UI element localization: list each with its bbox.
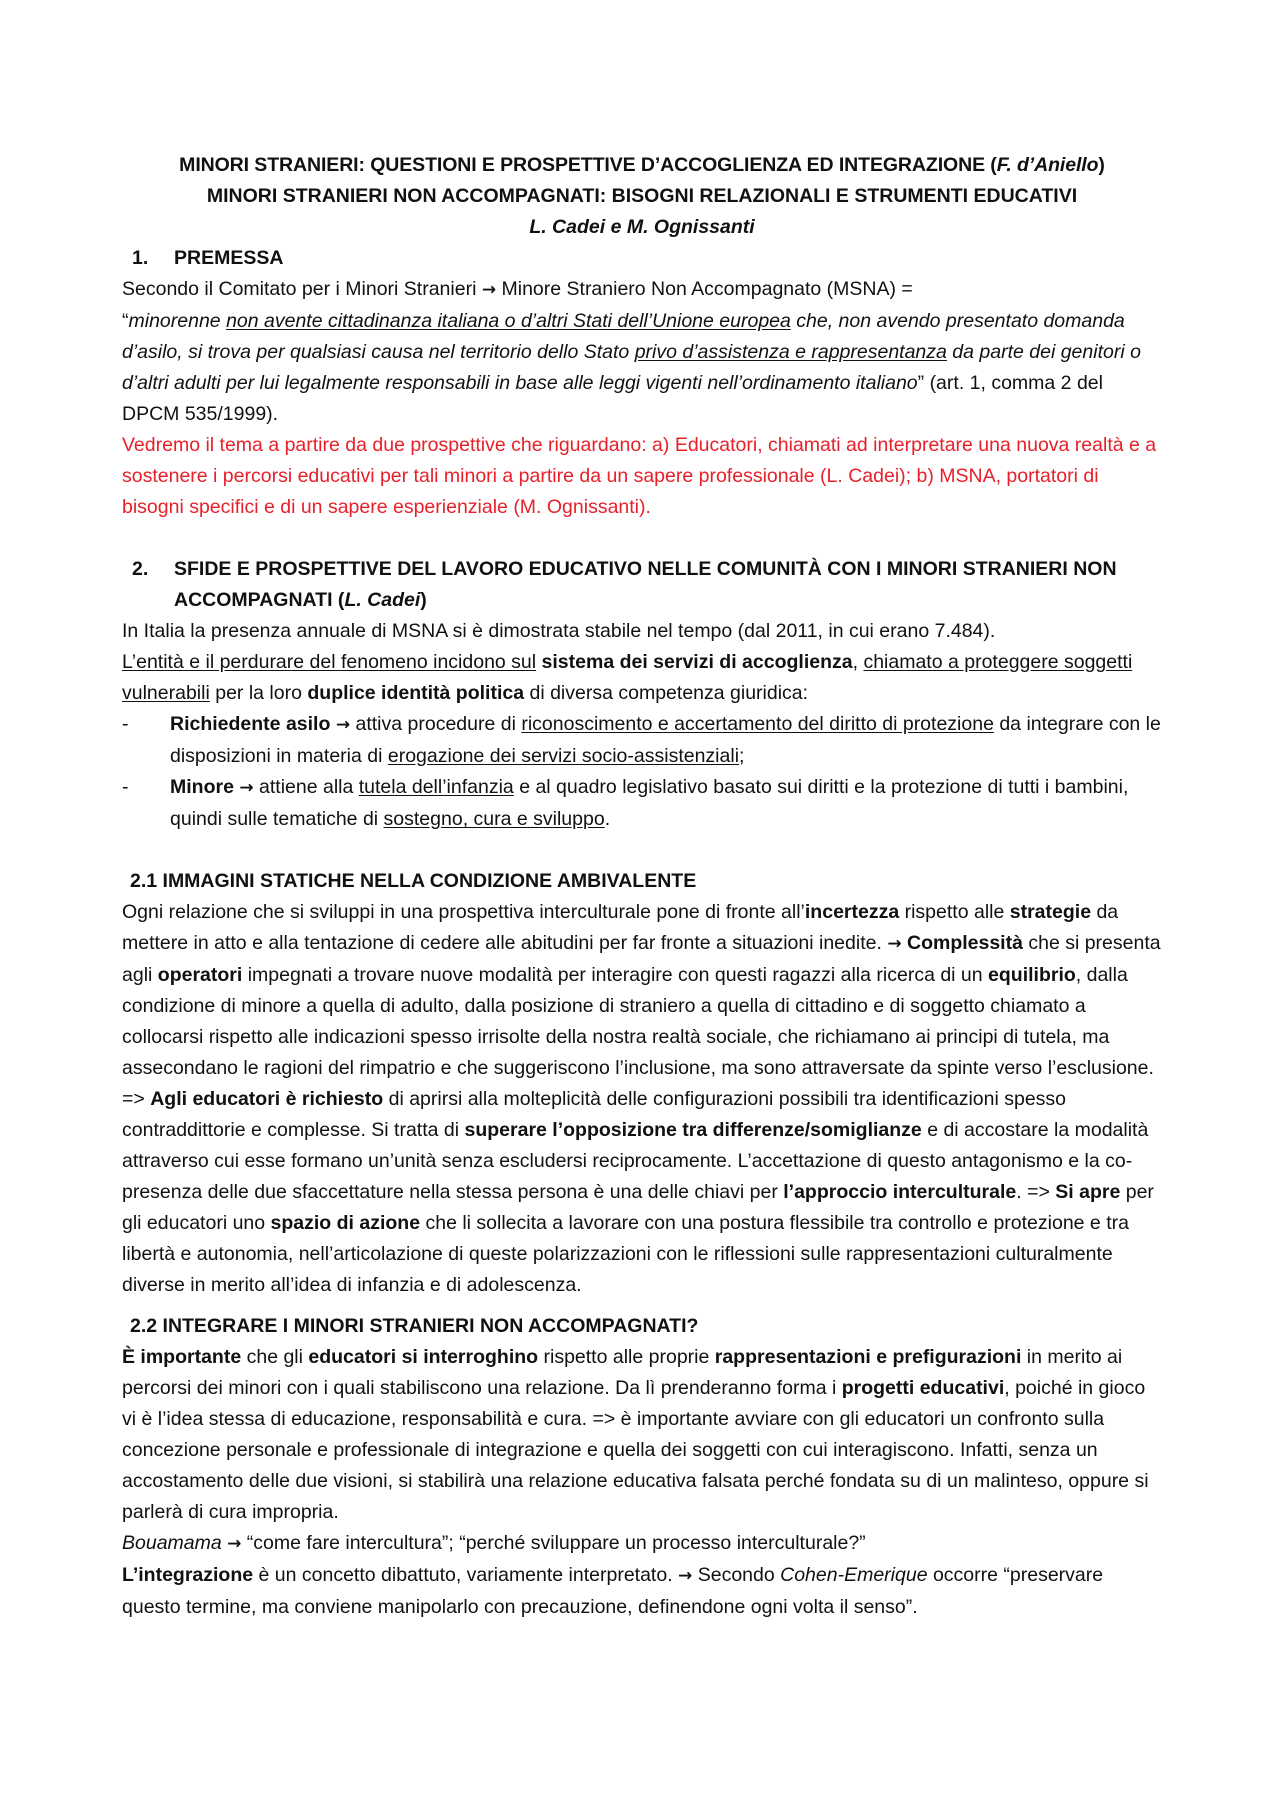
title-line-2: MINORI STRANIERI NON ACCOMPAGNATI: BISOGNI RELAZIONALI E STRUMENTI EDUCATIVI (206, 185, 1078, 207)
title-author: F. d’Aniello (996, 154, 1099, 176)
arrow-icon: → (887, 934, 902, 954)
section-2-2-paragraph: È importante che gli educatori si interroghino rispetto alle proprie rappresentazioni e prefigurazioni in merito ai percorsi dei minori con i quali stabiliscono una relazione. Da lì prenderanno forma i progetti educativi, poiché in gioco vi è l’idea stessa di educazione, responsabilità e cura. => è importante avviare con gli educatori un confronto sulla concezione personale e professionale di integrazione e quella dei soggetti con cui interagiscono. Infatti, senza un accostamento delle due visioni, si stabilirà una relazione educativa falsata perché fondata su di un malinteso, oppure si parlerà di cura impropria. (122, 1346, 1149, 1523)
arrow-icon: → (227, 1534, 242, 1554)
section-1-red-note: Vedremo il tema a partire da due prospettive che riguardano: a) Educatori, chiamati ad interpretare una nuova realtà e a sostenere i percorsi educativi per tali minori a partire da un sapere professionale (L. Cadei); b) MSNA, portatori di bisogni specifici e di un sapere esperienziale (M. Ognissanti). (122, 434, 1157, 518)
bouamama-line: Bouamama → “come fare intercultura”; “perché sviluppare un processo interculturale?” (122, 1532, 866, 1554)
section-2-1-heading: 2.1 IMMAGINI STATICHE NELLA CONDIZIONE AMBIVALENTE (130, 870, 697, 892)
integration-paragraph: L’integrazione è un concetto dibattuto, variamente interpretato. → Secondo Cohen-Emerique occorre “preservare questo termine, ma conviene manipolarlo con precauzione, definendone ogni volta il senso”. (122, 1564, 1104, 1618)
identity-list (122, 709, 1162, 835)
section-1-paragraph: Secondo il Comitato per i Minori Stranieri → Minore Straniero Non Accompagnato (MSNA) = “minorenne non avente cittadinanza italiana o d’altri Stati dell’Unione europea che, non avendo presentato domanda d’asilo, si trova per qualsiasi causa nel territorio dello Stato privo d’assistenza e rappresentanza da parte dei genitori o d’altri adulti per lui legalmente responsabili in base alle leggi vigenti nell’ordinamento italiano” (art. 1, comma 2 del DPCM 535/1999). (122, 278, 1141, 425)
section-2-heading: 2. SFIDE E PROSPETTIVE DEL LAVORO EDUCATIVO NELLE COMUNITÀ CON I MINORI STRANIERI NON ACCOMPAGNATI (L. Cadei) (132, 558, 1117, 611)
section-1-heading: 1. PREMESSA (132, 247, 284, 269)
list-item: - Minore → attiene alla tutela dell’infanzia e al quadro legislativo basato sui diritti e la protezione di tutti i bambini, quindi sulle tematiche di sostegno, cura e sviluppo. (122, 776, 1129, 830)
arrow-icon: → (335, 715, 351, 735)
arrow-icon: → (239, 778, 254, 798)
section-2-paragraph-1: In Italia la presenza annuale di MSNA si è dimostrata stabile nel tempo (dal 2011, in cui erano 7.484). (122, 620, 996, 642)
arrow-icon: → (481, 280, 497, 300)
section-2-paragraph-2: L’entità e il perdurare del fenomeno incidono sul sistema dei servizi di accoglienza, chiamato a proteggere soggetti vulnerabili per la loro duplice identità politica di diversa competenza giuridica: (122, 651, 1133, 704)
authors-line: L. Cadei e M. Ognissanti (529, 216, 755, 238)
arrow-icon: → (678, 1566, 693, 1586)
title-line-1: MINORI STRANIERI: QUESTIONI E PROSPETTIVE D’ACCOGLIENZA ED INTEGRAZIONE (F. d’Aniello) (179, 154, 1105, 176)
section-2-2-heading: 2.2 INTEGRARE I MINORI STRANIERI NON ACCOMPAGNATI? (130, 1315, 699, 1337)
section-2-1-paragraph: Ogni relazione che si sviluppi in una prospettiva interculturale pone di fronte all’incertezza rispetto alle strategie da mettere in atto e alla tentazione di cedere alle abitudini per far fronte a situazioni inedite. → Complessità che si presenta agli operatori impegnati a trovare nuove modalità per interagire con questi ragazzi alla ricerca di un equilibrio, dalla condizione di minore a quella di adulto, dalla posizione di straniero a quella di cittadino e di soggetto chiamato a collocarsi rispetto alle indicazioni spesso irrisolte della nostra realtà sociale, che richiamano ai principi di tutela, ma assecondano le ragioni del rimpatrio e che suggeriscono l’inclusione, ma sono attraversate da spinte verso l’esclusione. => Agli educatori è richiesto di aprirsi alla molteplicità delle configurazioni possibili tra identificazioni spesso contraddittorie e complesse. Si tratta di superare l’opposizione tra differenze/somiglianze e di accostare la modalità attraverso cui esse formano un’unità senza escludersi reciprocamente. L’accettazione di questo antagonismo e la co-presenza delle due sfaccettature nella stessa persona è una delle chiavi per l’approccio interculturale. => Si apre per gli educatori uno spazio di azione che li sollecita a lavorare con una postura flessibile tra controllo e protezione e tra libertà e autonomia, nell’articolazione di queste polarizzazioni con le riflessioni sulle rappresentazioni culturalmente diverse in merito all’idea di infanzia e di adolescenza. (122, 901, 1161, 1296)
document-body (122, 150, 1162, 1623)
list-item: - Richiedente asilo → attiva procedure di riconoscimento e accertamento del diritto di protezione da integrare con le disposizioni in materia di erogazione dei servizi socio-assistenziali; (122, 713, 1161, 767)
